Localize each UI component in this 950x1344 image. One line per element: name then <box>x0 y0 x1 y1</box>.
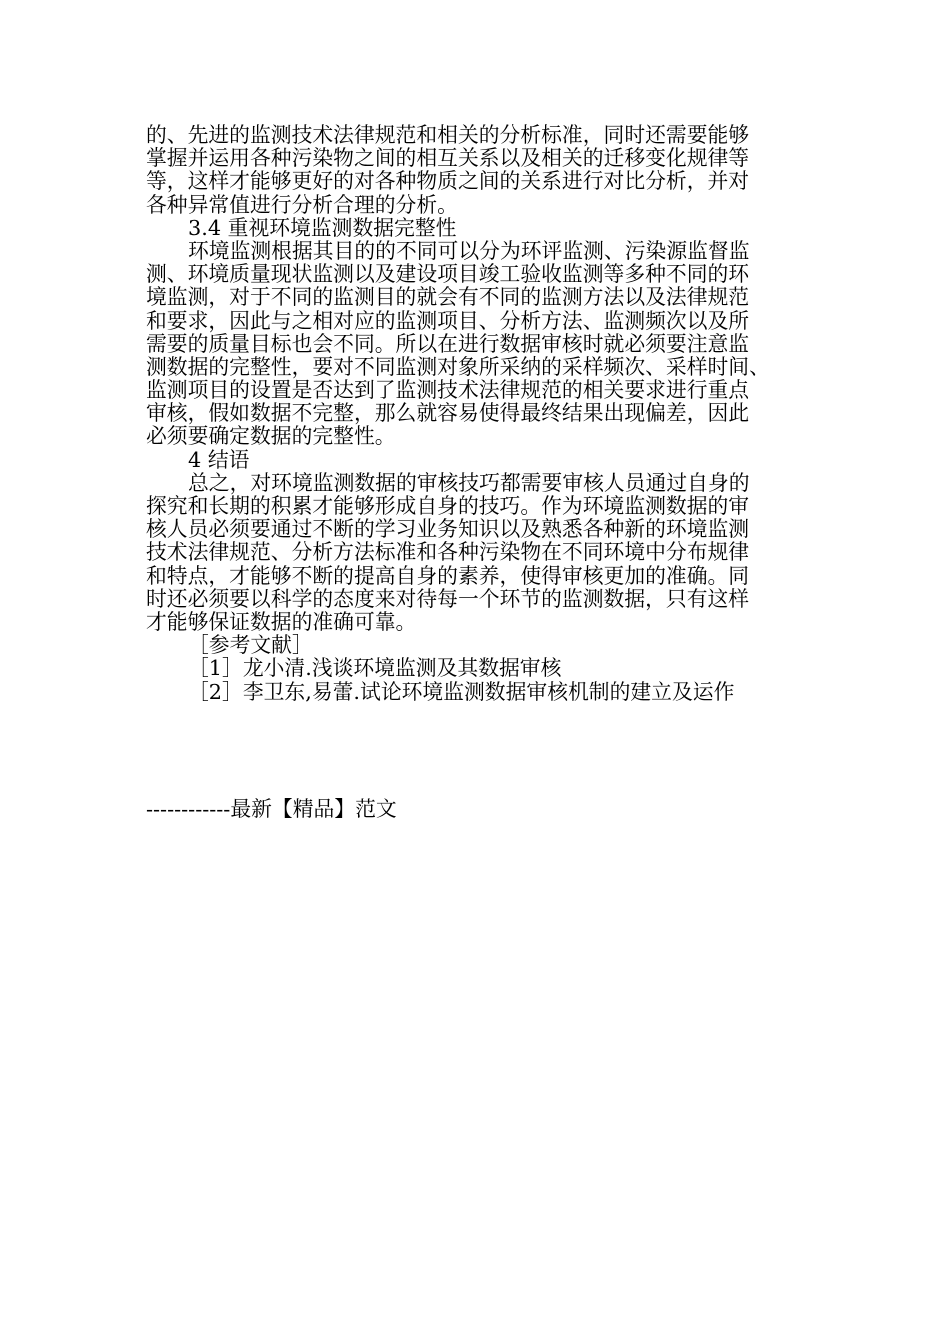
reference-item: ［1］龙小清.浅谈环境监测及其数据审核 <box>188 656 562 681</box>
paragraph-line: 技术法律规范、分析方法标准和各种污染物在不同环境中分布规律 <box>146 540 750 565</box>
document-body <box>146 124 814 704</box>
paragraph-line: 测、环境质量现状监测以及建设项目竣工验收监测等多种不同的环 <box>146 262 750 287</box>
section-heading: 4 结语 <box>188 447 250 472</box>
paragraph-line: 探究和长期的积累才能够形成自身的技巧。作为环境监测数据的审 <box>146 494 750 518</box>
paragraph-line: 监测项目的设置是否达到了监测技术法律规范的相关要求进行重点 <box>146 378 750 403</box>
paragraph-line: 审核，假如数据不完整，那么就容易使得最终结果出现偏差，因此 <box>146 401 750 426</box>
reference-item: ［2］李卫东,易蕾.试论环境监测数据审核机制的建立及运作 <box>188 679 735 704</box>
paragraph-line: 需要的质量目标也会不同。所以在进行数据审核时就必须要注意监 <box>146 331 750 356</box>
paragraph-line: 和特点，才能够不断的提高自身的素养，使得审核更加的准确。同 <box>146 563 750 588</box>
paragraph-line: 掌握并运用各种污染物之间的相互关系以及相关的迁移变化规律等 <box>146 146 750 171</box>
paragraph-line: 时还必须要以科学的态度来对待每一个环节的监测数据，只有这样 <box>146 586 750 611</box>
footer-banner: ------------最新【精品】范文 <box>146 797 397 821</box>
paragraph-line: 境监测，对于不同的监测目的就会有不同的监测方法以及法律规范 <box>146 285 750 310</box>
paragraph-line: 总之，对环境监测数据的审核技巧都需要审核人员通过自身的 <box>188 470 750 495</box>
references-heading: ［参考文献］ <box>188 633 313 658</box>
paragraph-line: 必须要确定数据的完整性。 <box>146 424 396 449</box>
paragraph-line: 环境监测根据其目的的不同可以分为环评监测、污染源监督监 <box>188 238 750 263</box>
paragraph-line: 才能够保证数据的准确可靠。 <box>146 609 417 634</box>
paragraph-line: 核人员必须要通过不断的学习业务知识以及熟悉各种新的环境监测 <box>146 517 750 542</box>
section-heading: 3.4 重视环境监测数据完整性 <box>188 215 457 240</box>
paragraph-line: 的、先进的监测技术法律规范和相关的分析标准，同时还需要能够 <box>146 123 750 147</box>
paragraph-line: 测数据的完整性，要对不同监测对象所采纳的采样频次、采样时间、 <box>146 354 770 379</box>
paragraph-line: 和要求，因此与之相对应的监测项目、分析方法、监测频次以及所 <box>146 308 750 333</box>
paragraph-line: 各种异常值进行分析合理的分析。 <box>146 192 458 217</box>
paragraph-line: 等，这样才能够更好的对各种物质之间的关系进行对比分析，并对 <box>146 169 750 194</box>
